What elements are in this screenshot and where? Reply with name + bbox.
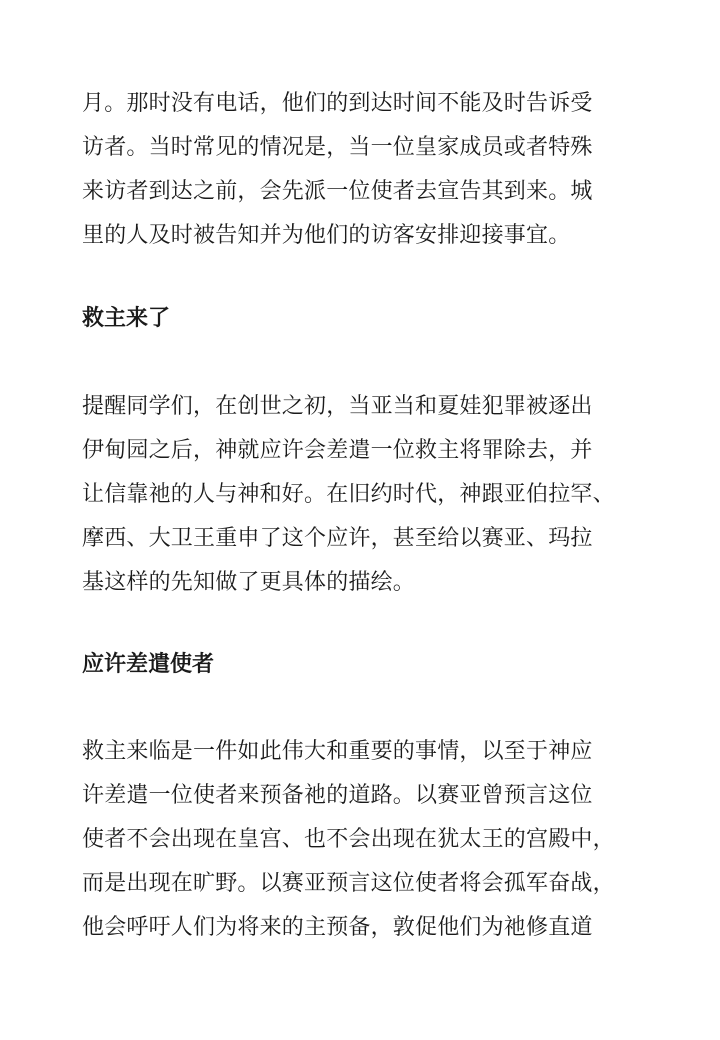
- text-line: 让信靠祂的人与神和好。在旧约时代，神跟亚伯拉罕、: [82, 482, 615, 507]
- text-line: 基这样的先知做了更具体的描绘。: [82, 570, 416, 595]
- text-line: 救主来临是一件如此伟大和重要的事情，以至于神应: [82, 739, 593, 764]
- text-line: 而是出现在旷野。以赛亚预言这位使者将会孤军奋战，: [82, 871, 615, 896]
- section-heading-savior-comes: 救主来了: [82, 306, 171, 331]
- section-heading-promised-messenger: 应许差遣使者: [82, 652, 215, 677]
- text-line: 来访者到达之前，会先派一位使者去宣告其到来。城: [82, 179, 593, 204]
- paragraph-promise: [82, 385, 662, 605]
- text-line: 摩西、大卫王重申了这个应许，甚至给以赛亚、玛拉: [82, 526, 593, 551]
- text-line: 使者不会出现在皇宫、也不会出现在犹太王的宫殿中，: [82, 827, 615, 852]
- text-line: 访者。当时常见的情况是，当一位皇家成员或者特殊: [82, 135, 593, 160]
- text-line: 里的人及时被告知并为他们的访客安排迎接事宜。: [82, 223, 571, 248]
- text-line: 许差遣一位使者来预备祂的道路。以赛亚曾预言这位: [82, 783, 593, 808]
- paragraph-messenger: [82, 730, 662, 950]
- text-line: 他会呼吁人们为将来的主预备，敦促他们为祂修直道: [82, 915, 593, 940]
- text-line: 月。那时没有电话，他们的到达时间不能及时告诉受: [82, 91, 593, 116]
- paragraph-intro: [82, 82, 662, 258]
- text-line: 提醒同学们，在创世之初，当亚当和夏娃犯罪被逐出: [82, 394, 593, 419]
- text-line: 伊甸园之后，神就应许会差遣一位救主将罪除去，并: [82, 438, 593, 463]
